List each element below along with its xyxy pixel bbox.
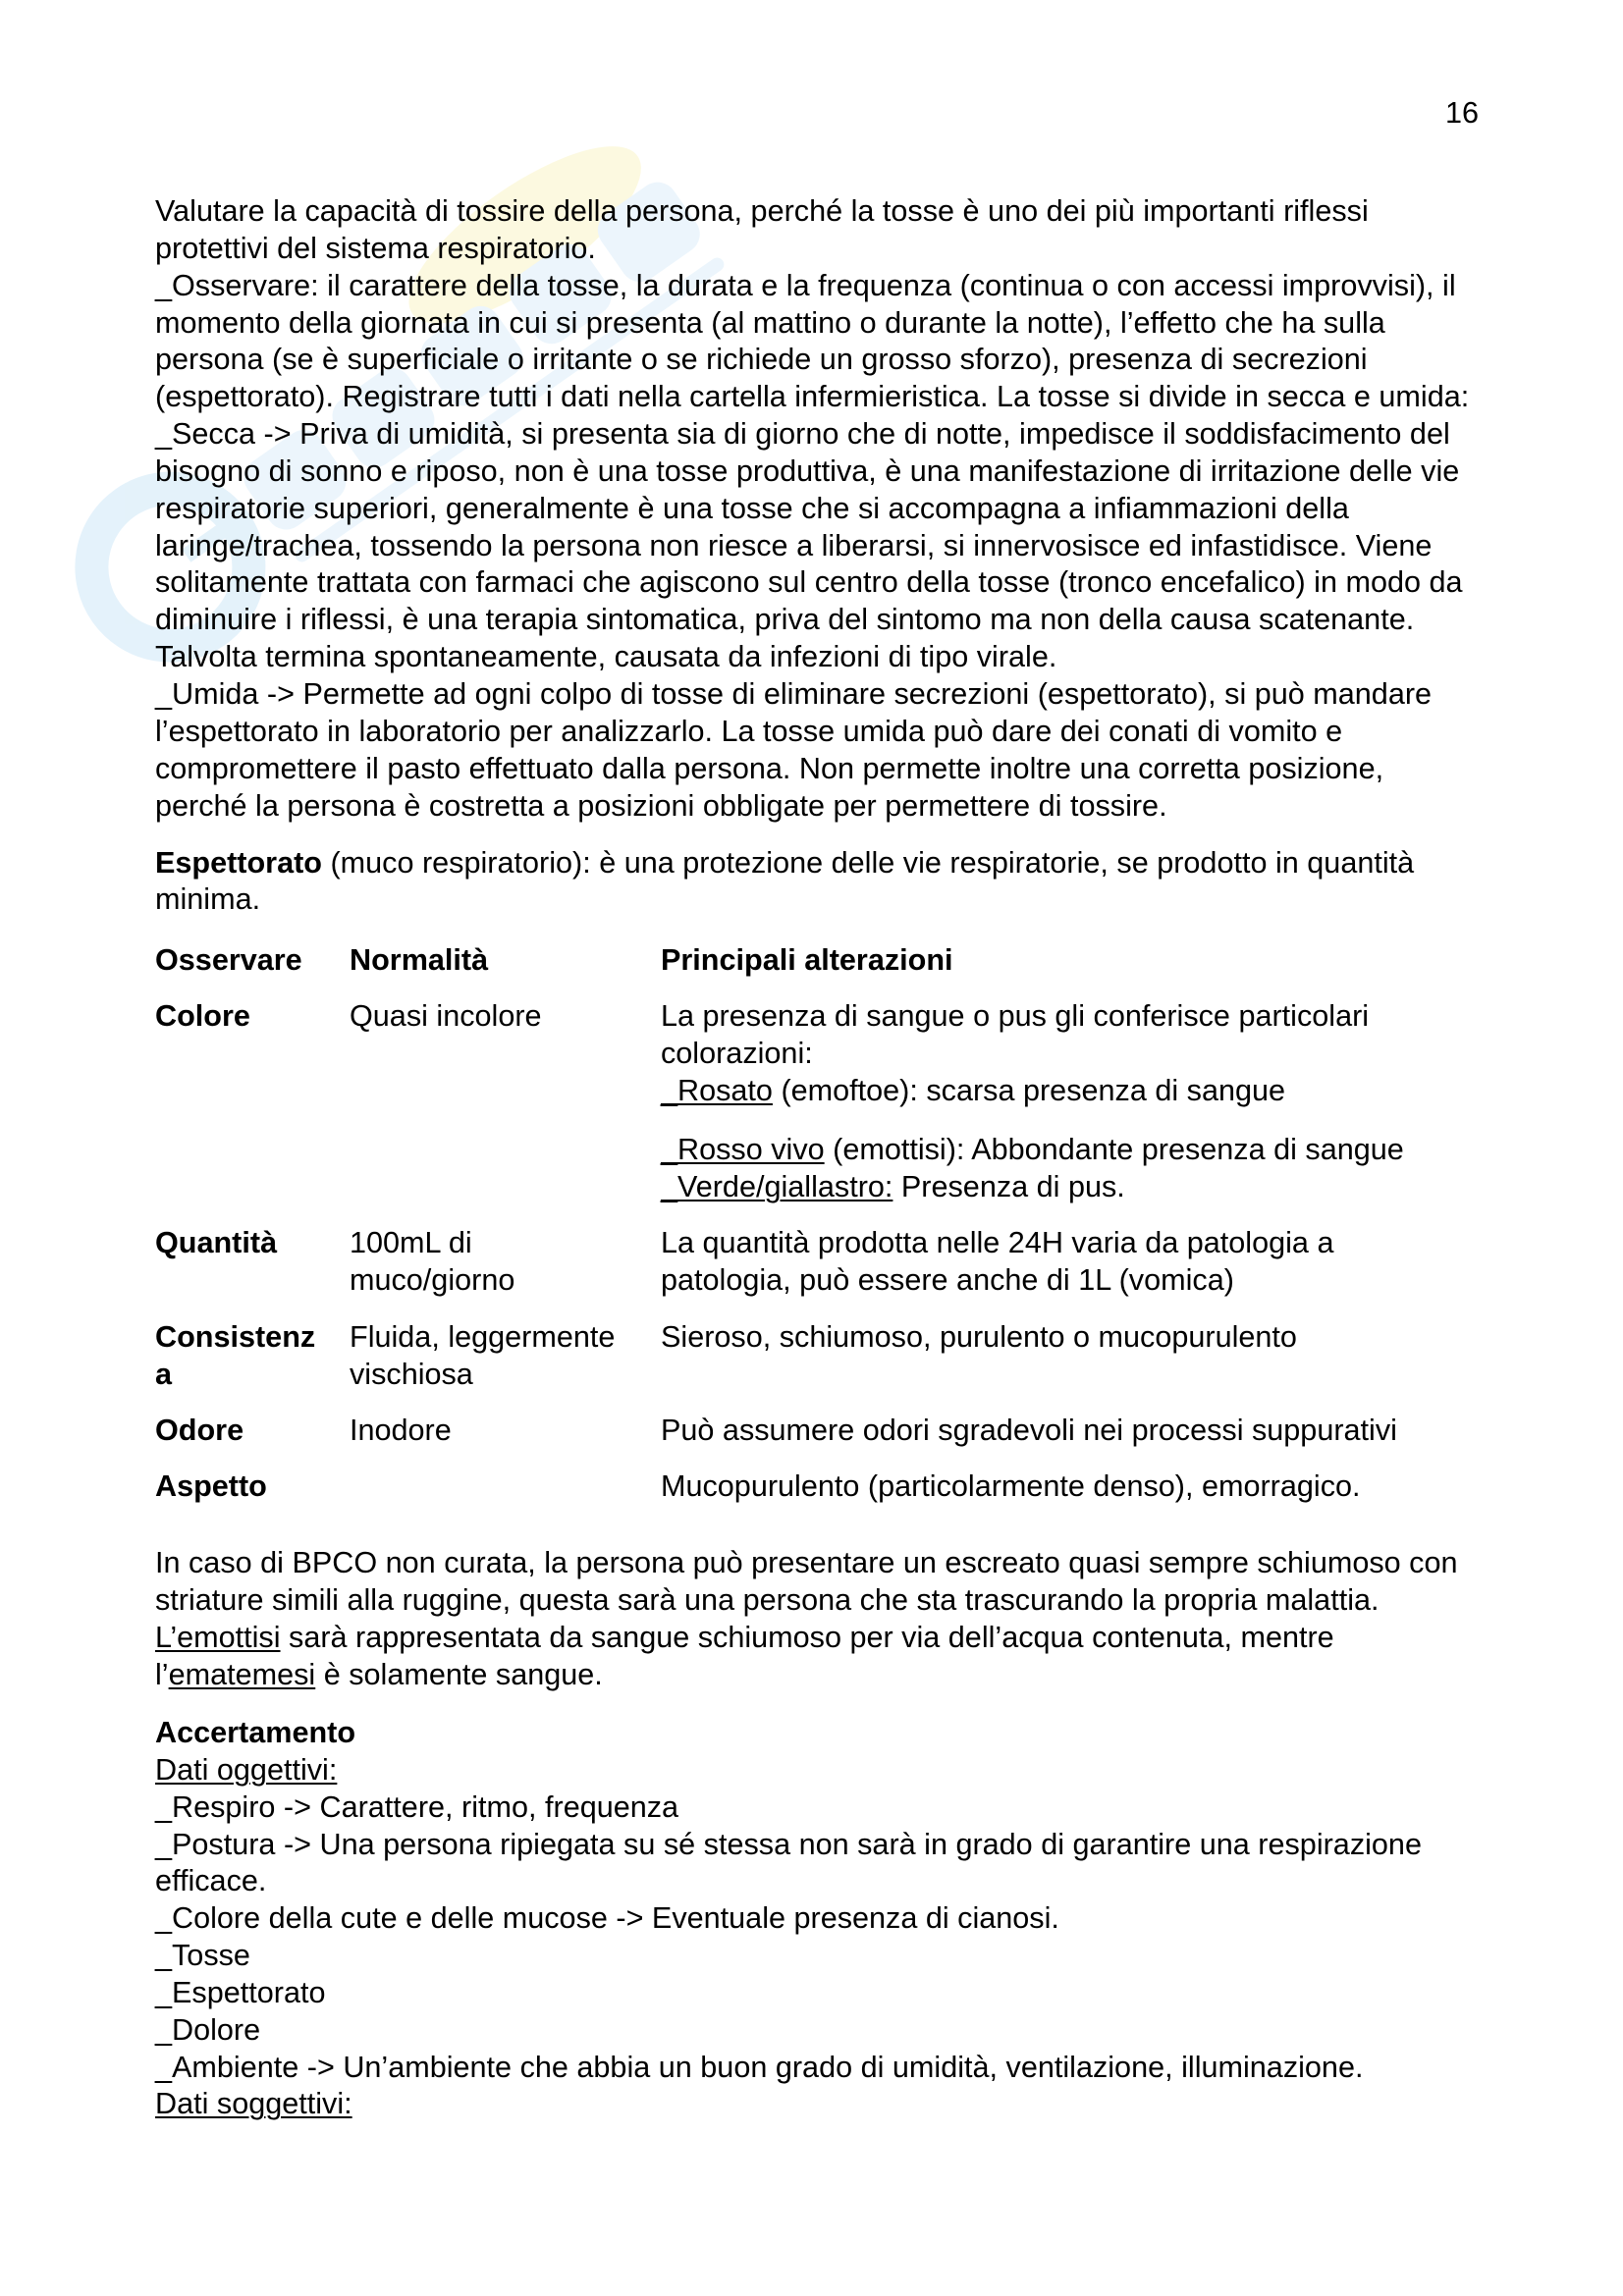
alteration-text: (emoftoe): scarsa presenza di sangue <box>772 1073 1286 1107</box>
oggettivi-item: _Tosse <box>155 1939 250 1973</box>
soggettivi-heading <box>155 2086 1569 2123</box>
espettorato-paragraph <box>155 845 1569 920</box>
oggettivi-item: _Espettorato <box>155 1975 326 2009</box>
row-alterations: Mucopurulento (particolarmente denso), emorragico. <box>661 1469 1361 1504</box>
table-row <box>155 1413 1441 1450</box>
alteration-item <box>661 1132 1441 1169</box>
ematemesi-text: è solamente sangue. <box>315 1657 603 1691</box>
page-content <box>155 193 1569 2123</box>
soggettivi-label: Dati soggettivi: <box>155 2087 352 2121</box>
alteration-label: _Rosato <box>661 1073 773 1107</box>
oggettivi-label: Dati oggettivi: <box>155 1752 338 1787</box>
header-alterations: Principali alterazioni <box>661 942 953 977</box>
emottisi-term: L’emottisi <box>155 1620 281 1654</box>
row-alterations <box>661 998 1441 1206</box>
row-alterations: La quantità prodotta nelle 24H varia da patologia a patologia, può essere anche di 1L (vomica) <box>661 1226 1334 1298</box>
bpco-paragraph <box>155 1545 1569 1693</box>
osservare-paragraph: _Osservare: il carattere della tosse, la durata e la frequenza (continua o con accessi improvvisi), il momento della giornata in cui si presenta (al mattino o durante la notte), l’effetto che ha sulla persona (se è superficiale o irritante o se richiede un grosso sforzo), presenza di secrezioni (espettorato). Registrare tutti i dati nella cartella infermieristica. La tosse si divide in secca e umida: <box>155 268 1470 414</box>
espettorato-term: Espettorato <box>155 845 322 880</box>
intro-paragraph: Valutare la capacità di tossire della persona, perché la tosse è uno dei più importanti riflessi protettivi del sistema respiratorio. <box>155 194 1369 265</box>
row-alterations: Sieroso, schiumoso, purulento o mucopurulento <box>661 1319 1297 1354</box>
alteration-item <box>661 1169 1441 1206</box>
row-normal: Quasi incolore <box>350 999 542 1034</box>
row-normal: Inodore <box>350 1413 452 1447</box>
row-normal: 100mL di muco/giorno <box>350 1226 515 1298</box>
oggettivi-heading <box>155 1752 1569 1789</box>
alteration-text: (emottisi): Abbondante presenza di sangue <box>824 1133 1404 1167</box>
table-row <box>155 1468 1441 1506</box>
espettorato-definition: (muco respiratorio): è una protezione delle vie respiratorie, se prodotto in quantità minima. <box>155 845 1415 917</box>
alteration-label: _Verde/giallastro: <box>661 1169 893 1203</box>
bpco-text: In caso di BPCO non curata, la persona può presentare un escreato quasi sempre schiumoso con striature simili alla ruggine, questa sarà una persona che sta trascurando la propria malattia. <box>155 1546 1458 1618</box>
ematemesi-term: ematemesi <box>168 1657 316 1691</box>
row-observe: Odore <box>155 1413 244 1447</box>
emottisi-text: sarà rappresentata da sangue schiumoso per via dell’acqua contenuta, mentre <box>280 1620 1334 1654</box>
table-header <box>155 942 1441 980</box>
oggettivi-item: _Postura -> Una persona ripiegata su sé stessa non sarà in grado di garantire una respirazione efficace. <box>155 1827 1422 1898</box>
table-row <box>155 1225 1441 1300</box>
oggettivi-item: _Colore della cute e delle mucose -> Eventuale presenza di cianosi. <box>155 1901 1059 1936</box>
emottisi-line <box>155 1620 1569 1657</box>
table-row <box>155 998 1441 1206</box>
oggettivi-item: _Respiro -> Carattere, ritmo, frequenza <box>155 1789 679 1824</box>
oggettivi-item: _Ambiente -> Un’ambiente che abbia un buon grado di umidità, ventilazione, illuminazione. <box>155 2050 1364 2084</box>
row-observe: Quantità <box>155 1226 278 1260</box>
oggettivi-item: _Dolore <box>155 2012 261 2047</box>
header-observe: Osservare <box>155 942 302 977</box>
header-normal: Normalità <box>350 942 489 977</box>
alteration-item <box>661 1073 1441 1110</box>
alteration-label: _Rosso vivo <box>661 1133 825 1167</box>
expectorate-table <box>155 942 1441 1506</box>
ematemesi-prefix: l’ <box>155 1657 169 1691</box>
section-title: Accertamento <box>155 1715 356 1749</box>
secca-paragraph: _Secca -> Priva di umidità, si presenta sia di giorno che di notte, impedisce il soddisfacimento del bisogno di sonno e riposo, non è una tosse produttiva, è una manifestazione di irritazione delle vie respiratorie superiori, generalmente è una tosse che si accompagna a infiammazioni della laringe/trachea, tossendo la persona non riesce a liberarsi, si innervosisce ed infastidisce. Viene solitamente trattata con farmaci che agiscono sul centro della tosse (tronco encefalico) in modo da diminuire i riflessi, è una terapia sintomatica, priva del sintomo ma non della causa scatenante. Talvolta termina spontaneamente, causata da infezioni di tipo virale. <box>155 417 1463 674</box>
alterations-intro: La presenza di sangue o pus gli conferisce particolari colorazioni: <box>661 999 1370 1071</box>
alteration-text: Presenza di pus. <box>893 1169 1125 1203</box>
row-observe: Consistenza <box>155 1319 316 1391</box>
row-observe: Aspetto <box>155 1469 267 1504</box>
ematemesi-line <box>155 1657 1569 1694</box>
row-alterations: Può assumere odori sgradevoli nei processi suppurativi <box>661 1413 1397 1447</box>
umida-paragraph: _Umida -> Permette ad ogni colpo di tosse di eliminare secrezioni (espettorato), si può mandare l’espettorato in laboratorio per analizzarlo. La tosse umida può dare dei conati di vomito e compromettere il pasto effettuato dalla persona. Non permette inoltre una corretta posizione, perché la persona è costretta a posizioni obbligate per permettere di tossire. <box>155 676 1433 823</box>
row-observe: Colore <box>155 999 250 1034</box>
table-row <box>155 1319 1441 1394</box>
page-number: 16 <box>1444 96 1479 130</box>
accertamento-section <box>155 1715 1569 2123</box>
row-normal: Fluida, leggermente vischiosa <box>350 1319 616 1391</box>
